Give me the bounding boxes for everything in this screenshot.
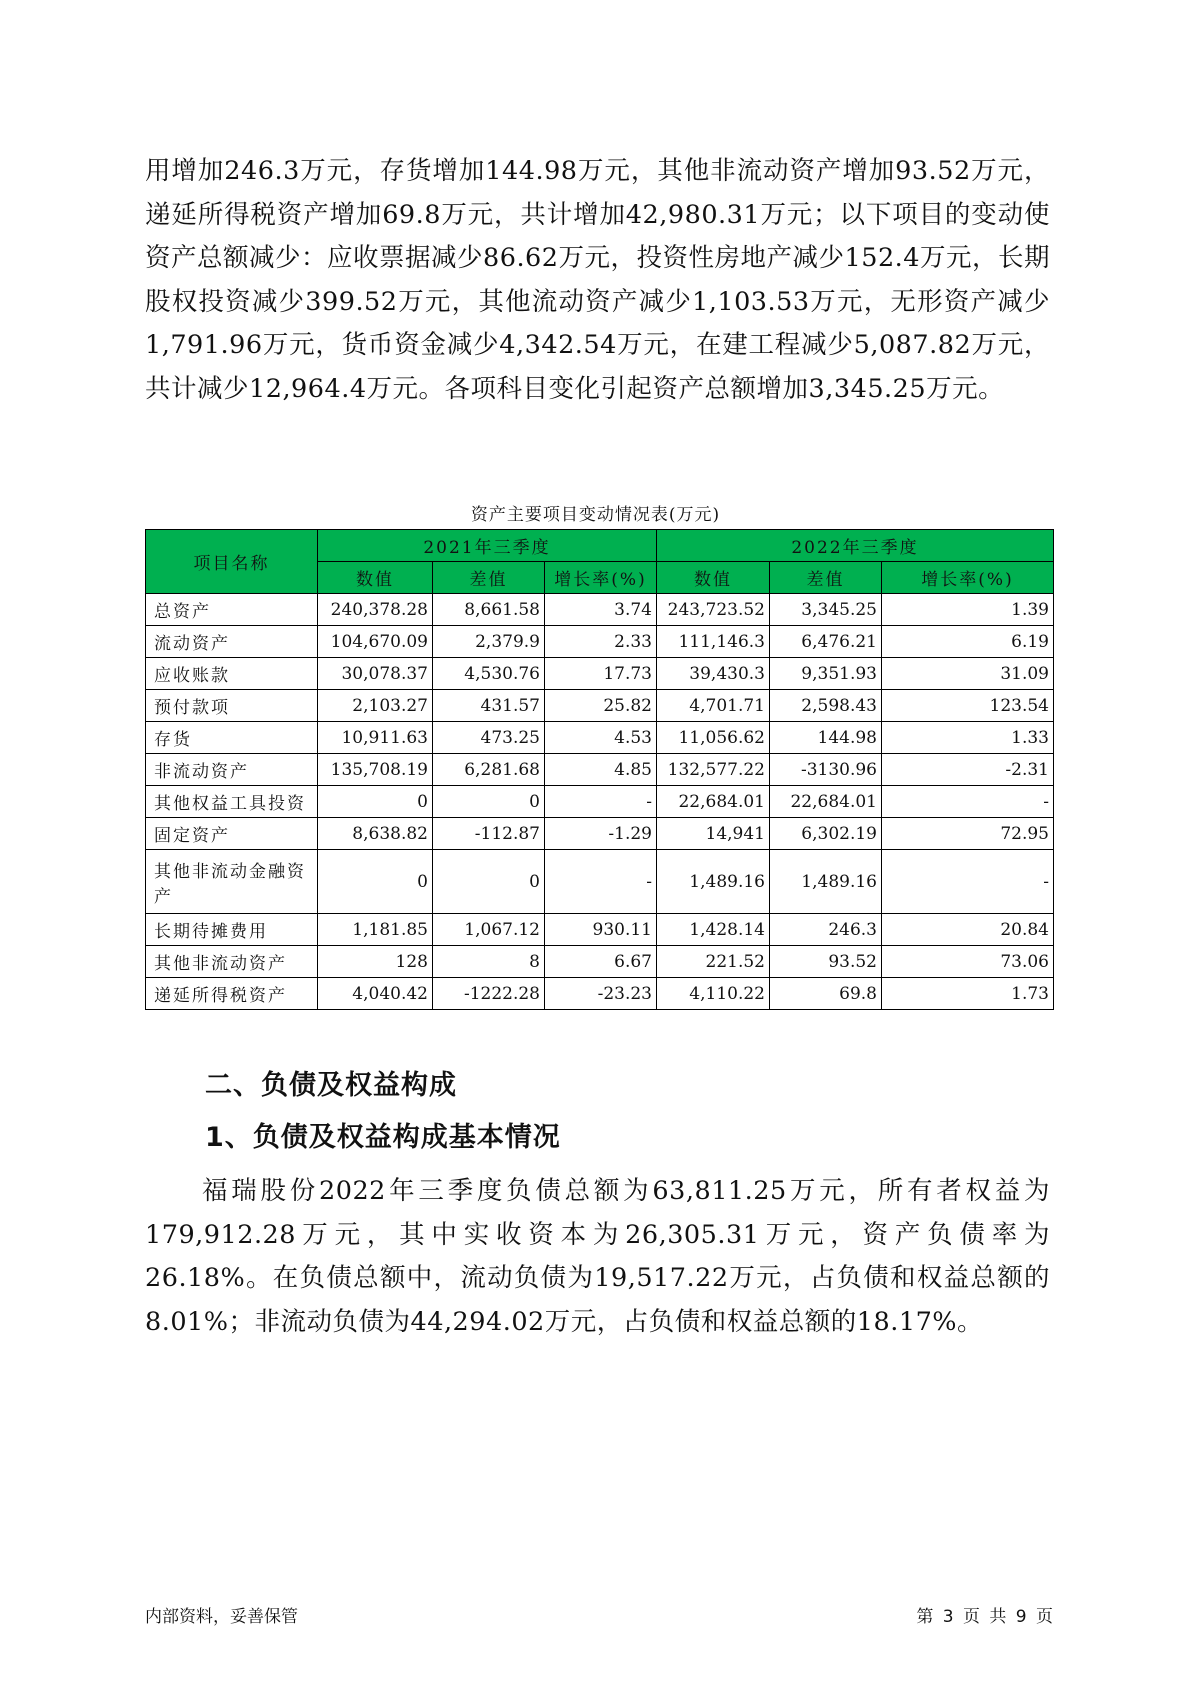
row-diff-2021: 8,661.58 bbox=[433, 594, 545, 626]
row-growth-2021: 3.74 bbox=[545, 594, 657, 626]
intro-paragraph: 用增加246.3万元，存货增加144.98万元，其他非流动资产增加93.52万元，递延所得税资产增加69.8万元，共计增加42,980.31万元；以下项目的变动使资产总额减少：应收票据减少86.62万元，投资性房地产减少152.4万元，长期股权投资减少399.52万元，其他流动资产减少1,103.53万元，无形资产减少1,791.96万元，货币资金减少4,342.54万元，在建工程减少5,087.82万元，共计减少12,964.4万元。各项科目变化引起资产总额增加3,345.25万元。 bbox=[145, 156, 1051, 404]
row-growth-2021: 25.82 bbox=[545, 690, 657, 722]
row-value-2021: 0 bbox=[318, 786, 433, 818]
row-diff-2021: -1222.28 bbox=[433, 978, 545, 1010]
table-row bbox=[146, 754, 1054, 786]
row-growth-2022: 1.39 bbox=[882, 594, 1054, 626]
row-growth-2021: - bbox=[545, 786, 657, 818]
row-diff-2021: 473.25 bbox=[433, 722, 545, 754]
row-value-2021: 128 bbox=[318, 946, 433, 978]
row-growth-2022: 123.54 bbox=[882, 690, 1054, 722]
row-growth-2022: 31.09 bbox=[882, 658, 1054, 690]
row-growth-2022: -2.31 bbox=[882, 754, 1054, 786]
row-diff-2022: 246.3 bbox=[770, 914, 882, 946]
row-diff-2022: -3130.96 bbox=[770, 754, 882, 786]
row-value-2021: 1,181.85 bbox=[318, 914, 433, 946]
row-diff-2022: 22,684.01 bbox=[770, 786, 882, 818]
row-item-name: 应收账款 bbox=[146, 658, 318, 690]
row-growth-2021: 930.11 bbox=[545, 914, 657, 946]
row-diff-2022: 1,489.16 bbox=[770, 850, 882, 914]
table-caption: 资产主要项目变动情况表(万元) bbox=[470, 505, 721, 525]
row-growth-2022: - bbox=[882, 850, 1054, 914]
footer-page-number: 第 3 页 共 9 页 bbox=[916, 1607, 1053, 1627]
row-growth-2021: 4.53 bbox=[545, 722, 657, 754]
row-value-2022: 39,430.3 bbox=[657, 658, 770, 690]
row-item-name: 递延所得税资产 bbox=[146, 978, 318, 1010]
row-growth-2021: 2.33 bbox=[545, 626, 657, 658]
table-row bbox=[146, 786, 1054, 818]
row-item-name: 预付款项 bbox=[146, 690, 318, 722]
header-value-2022: 数值 bbox=[657, 562, 770, 594]
row-diff-2021: 1,067.12 bbox=[433, 914, 545, 946]
table-row bbox=[146, 722, 1054, 754]
row-value-2022: 4,110.22 bbox=[657, 978, 770, 1010]
row-diff-2022: 144.98 bbox=[770, 722, 882, 754]
row-value-2022: 1,489.16 bbox=[657, 850, 770, 914]
row-growth-2021: 17.73 bbox=[545, 658, 657, 690]
table-row bbox=[146, 978, 1054, 1010]
row-item-name: 存货 bbox=[146, 722, 318, 754]
row-item-name: 其他非流动金融资产 bbox=[146, 850, 318, 914]
row-diff-2022: 69.8 bbox=[770, 978, 882, 1010]
row-growth-2022: - bbox=[882, 786, 1054, 818]
row-growth-2021: -1.29 bbox=[545, 818, 657, 850]
row-value-2021: 10,911.63 bbox=[318, 722, 433, 754]
row-item-name: 长期待摊费用 bbox=[146, 914, 318, 946]
section-heading: 二、负债及权益构成 bbox=[205, 1070, 457, 1101]
row-growth-2022: 72.95 bbox=[882, 818, 1054, 850]
row-value-2021: 240,378.28 bbox=[318, 594, 433, 626]
subsection-heading: 1、负债及权益构成基本情况 bbox=[205, 1122, 561, 1153]
row-value-2021: 2,103.27 bbox=[318, 690, 433, 722]
header-growth-2022: 增长率(%) bbox=[882, 562, 1054, 594]
row-value-2021: 0 bbox=[318, 850, 433, 914]
row-item-name: 固定资产 bbox=[146, 818, 318, 850]
row-diff-2021: 4,530.76 bbox=[433, 658, 545, 690]
row-diff-2022: 6,302.19 bbox=[770, 818, 882, 850]
asset-change-table bbox=[145, 529, 1054, 1010]
row-item-name: 流动资产 bbox=[146, 626, 318, 658]
row-diff-2021: 6,281.68 bbox=[433, 754, 545, 786]
row-value-2022: 132,577.22 bbox=[657, 754, 770, 786]
row-diff-2021: -112.87 bbox=[433, 818, 545, 850]
header-growth-2021: 增长率(%) bbox=[545, 562, 657, 594]
table-row bbox=[146, 658, 1054, 690]
row-growth-2022: 1.73 bbox=[882, 978, 1054, 1010]
row-value-2022: 1,428.14 bbox=[657, 914, 770, 946]
row-diff-2022: 3,345.25 bbox=[770, 594, 882, 626]
row-value-2021: 8,638.82 bbox=[318, 818, 433, 850]
row-growth-2022: 1.33 bbox=[882, 722, 1054, 754]
row-value-2021: 30,078.37 bbox=[318, 658, 433, 690]
row-growth-2021: 4.85 bbox=[545, 754, 657, 786]
row-diff-2022: 6,476.21 bbox=[770, 626, 882, 658]
table-row bbox=[146, 626, 1054, 658]
row-value-2022: 111,146.3 bbox=[657, 626, 770, 658]
table-row bbox=[146, 914, 1054, 946]
row-item-name: 其他非流动资产 bbox=[146, 946, 318, 978]
row-value-2021: 135,708.19 bbox=[318, 754, 433, 786]
footer-confidential-note: 内部资料，妥善保管 bbox=[145, 1607, 298, 1627]
header-period-2021: 2021年三季度 bbox=[318, 530, 657, 562]
row-value-2022: 14,941 bbox=[657, 818, 770, 850]
row-item-name: 其他权益工具投资 bbox=[146, 786, 318, 818]
row-item-name: 总资产 bbox=[146, 594, 318, 626]
row-value-2022: 11,056.62 bbox=[657, 722, 770, 754]
table-row bbox=[146, 850, 1054, 914]
table-row bbox=[146, 690, 1054, 722]
row-diff-2022: 93.52 bbox=[770, 946, 882, 978]
row-growth-2021: - bbox=[545, 850, 657, 914]
row-growth-2021: 6.67 bbox=[545, 946, 657, 978]
table-row bbox=[146, 946, 1054, 978]
table-header-row-1 bbox=[146, 530, 1054, 562]
row-diff-2021: 0 bbox=[433, 850, 545, 914]
row-value-2022: 4,701.71 bbox=[657, 690, 770, 722]
header-diff-2021: 差值 bbox=[433, 562, 545, 594]
table-row bbox=[146, 818, 1054, 850]
row-value-2022: 243,723.52 bbox=[657, 594, 770, 626]
row-diff-2022: 9,351.93 bbox=[770, 658, 882, 690]
header-item-name: 项目名称 bbox=[146, 530, 318, 594]
row-item-name: 非流动资产 bbox=[146, 754, 318, 786]
row-growth-2021: -23.23 bbox=[545, 978, 657, 1010]
row-value-2022: 221.52 bbox=[657, 946, 770, 978]
row-value-2021: 104,670.09 bbox=[318, 626, 433, 658]
row-growth-2022: 20.84 bbox=[882, 914, 1054, 946]
header-period-2022: 2022年三季度 bbox=[657, 530, 1054, 562]
header-diff-2022: 差值 bbox=[770, 562, 882, 594]
header-value-2021: 数值 bbox=[318, 562, 433, 594]
row-diff-2021: 0 bbox=[433, 786, 545, 818]
row-value-2021: 4,040.42 bbox=[318, 978, 433, 1010]
row-value-2022: 22,684.01 bbox=[657, 786, 770, 818]
row-growth-2022: 73.06 bbox=[882, 946, 1054, 978]
row-diff-2022: 2,598.43 bbox=[770, 690, 882, 722]
row-diff-2021: 8 bbox=[433, 946, 545, 978]
liabilities-paragraph: 福瑞股份2022年三季度负债总额为63,811.25万元，所有者权益为179,912.28万元，其中实收资本为26,305.31万元，资产负债率为26.18%。在负债总额中，流动负债为19,517.22万元，占负债和权益总额的8.01%；非流动负债为44,294.02万元，占负债和权益总额的18.17%。 bbox=[145, 1176, 1050, 1337]
row-growth-2022: 6.19 bbox=[882, 626, 1054, 658]
table-row bbox=[146, 594, 1054, 626]
row-diff-2021: 2,379.9 bbox=[433, 626, 545, 658]
row-diff-2021: 431.57 bbox=[433, 690, 545, 722]
